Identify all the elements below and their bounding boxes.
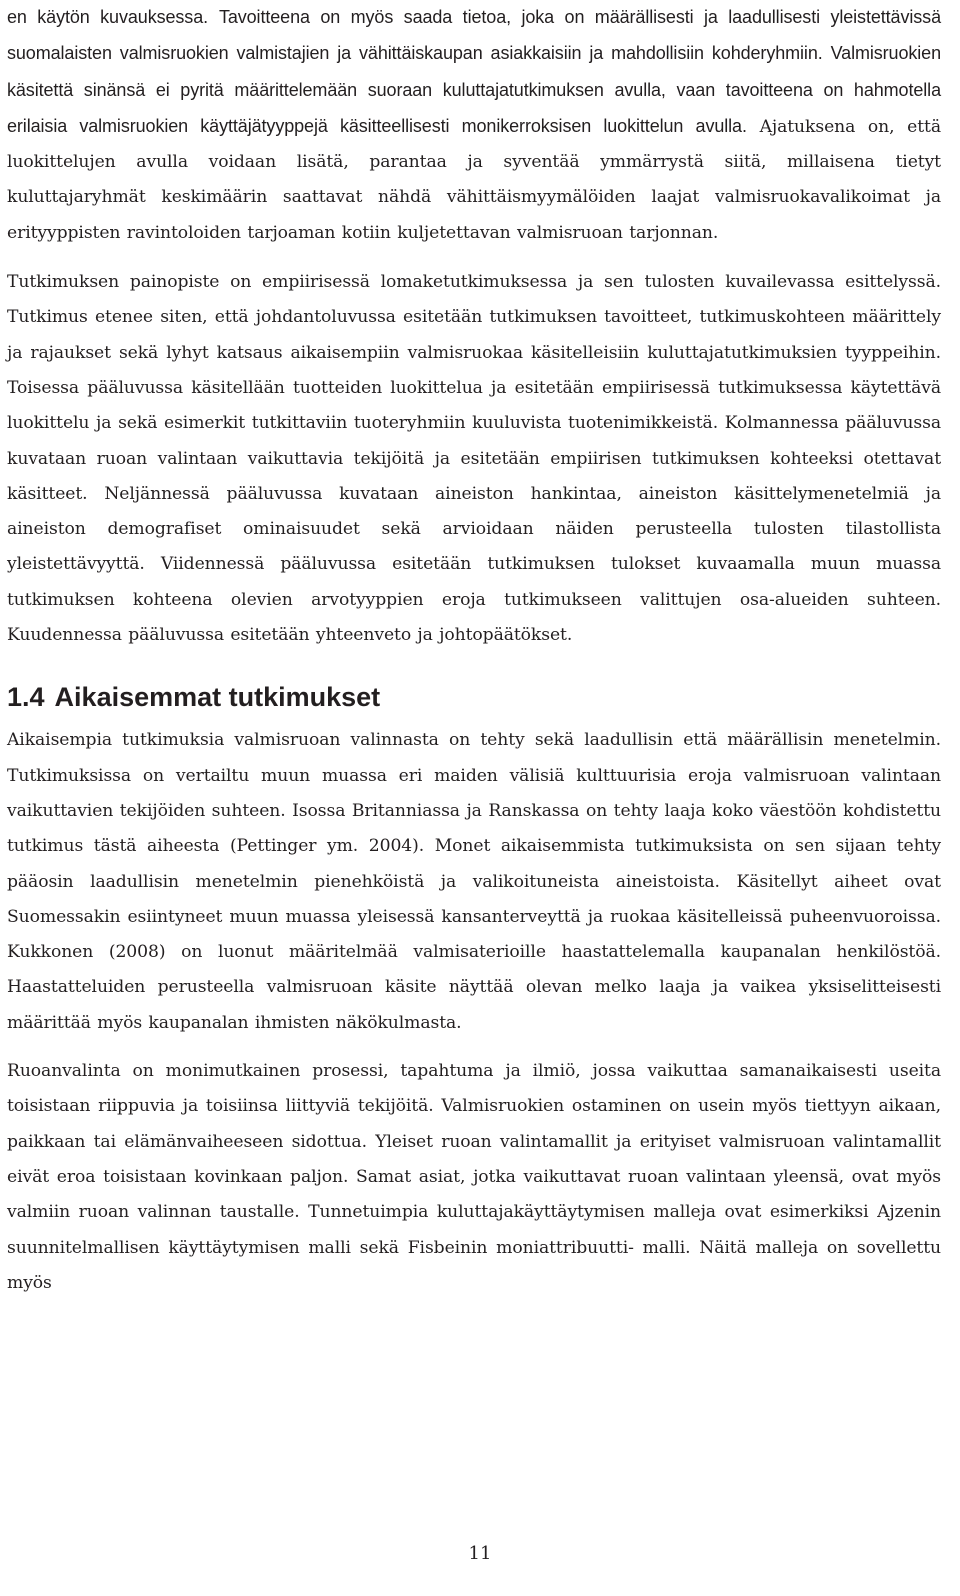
paragraph-food-choice: Ruoanvalinta on monimutkainen prosessi, tapahtuma ja ilmiö, jossa vaikuttaa samanaikaisesti useita toisistaan riippuvia ja toisiinsa liittyviä tekijöitä. Valmisruokien ostaminen on usein myös tiettyyn aikaan, paikkaan tai elämänvaiheeseen sidottua. Yleiset ruoan valintamallit ja erityiset valmisruoan valintamallit eivät eroa toisistaan kovinkaan paljon. Samat asiat, jotka vaikuttavat ruoan valintaan yleensä, ovat myös valmiin ruoan valinnan taustalle. Tunnetuimpia kuluttajakäyttäytymisen malleja ovat esimerkiksi Ajzenin suunnitelmallisen käyttäytymisen malli sekä Fisbeinin moniattribuutti- malli. Näitä malleja on sovellettu myös <box>7 1061 941 1293</box>
section-number: 1.4 <box>7 682 45 713</box>
section-title: Aikaisemmat tutkimukset <box>54 682 381 713</box>
document-page <box>7 0 941 1301</box>
section-spacer <box>7 653 941 680</box>
paragraph-intro-lead: en käytön kuvauksessa. <box>7 7 209 27</box>
paragraph-intro-objectives: Tavoitteena on myös saada tietoa, joka on määrällisesti ja laadullisesti yleistettävissä suomalaisten valmisruokien valmistajien ja vähittäiskaupan asiakkaisiin ja mahdollisiin kohderyhmiin. Valmisruokien käsitettä sinänsä ei pyritä määrittelemään suoraan kuluttajatutkimuksen avulla, vaan tavoitteena on hahmotella erilaisia valmisruokien käyttäjätyyppejä käsitteellisesti monikerroksisen luokittelun avulla. <box>7 7 941 136</box>
paragraph-spacer <box>7 1041 941 1054</box>
paragraph-previous-studies: Aikaisempia tutkimuksia valmisruoan valinnasta on tehty sekä laadullisin että määrällisin menetelmin. Tutkimuksissa on vertailtu muun muassa eri maiden välisiä kulttuurisia eroja valmisruoan valintaan vaikuttavien tekijöiden suhteen. Isossa Britanniassa ja Ranskassa on tehty laaja koko väestöön kohdistettu tutkimus tästä aiheesta (Pettinger ym. 2004). Monet aikaisemmista tutkimuksista on sen sijaan tehty pääosin laadullisin menetelmin pienehköistä ja valikoituneista aineistoista. Käsitellyt aiheet ovat Suomessakin esiintyneet muun muassa yleisessä kansanterveyttä ja ruokaa käsitelleissä puheenvuoroissa. Kukkonen (2008) on luonut määritelmää valmisaterioille haastattelemalla kaupanalan henkilöstöä. Haastatteluiden perusteella valmisruoan käsite näyttää olevan melko laaja ja vaikea yksiselitteisesti määrittää myös kaupanalan ihmisten näkökulmasta. <box>7 730 941 1033</box>
paragraph-structure: Tutkimuksen painopiste on empiirisessä lomaketutkimuksessa ja sen tulosten kuvailevassa esittelyssä. Tutkimus etenee siten, että johdantoluvussa esitetään tutkimuksen tavoitteet, tutkimuskohteen määrittely ja rajaukset sekä lyhyt katsaus aikaisempiin valmisruokaa käsitelleisiin kuluttajatutkimuksien tyyppeihin. Toisessa pääluvussa käsitellään tuotteiden luokittelua ja esitetään empiirisessä tutkimuksessa käytettävä luokittelu ja sekä esimerkit tutkittaviin tuoteryhmiin kuuluvista tuotenimikkeistä. Kolmannessa pääluvussa kuvataan ruoan valintaan vaikuttavia tekijöitä ja esitetään empiirisen tutkimuksen kohteeksi otettavat käsitteet. Neljännessä pääluvussa kuvataan aineiston hankintaa, aineiston käsittelymenetelmiä ja aineiston demografiset ominaisuudet sekä arvioidaan näiden perusteella tulosten tilastollista yleistettävyyttä. Viidennessä pääluvussa esitetään tutkimuksen tulokset kuvaamalla muun muassa tutkimuksen kohteena olevien arvotyyppien eroja tutkimukseen valittujen osa-alueiden suhteen. Kuudennessa pääluvussa esitetään yhteenveto ja johtopäätökset. <box>7 272 941 646</box>
paragraph-intro-idea: Ajatuksena on, että luokittelujen avulla voidaan lisätä, parantaa ja syventää ymmärrystä siitä, millaisena tietyt kuluttajaryhmät keskimäärin saattavat nähdä vähittäismyymälöiden laajat valmisruokavalikoimat ja erityyppisten ravintoloiden tarjoaman kotiin kuljetettavan valmisruoan tarjonnan. <box>7 116 942 243</box>
page-number: 11 <box>468 1543 492 1564</box>
paragraph-intro <box>7 0 941 251</box>
paragraph-spacer <box>7 251 941 265</box>
section-heading <box>7 680 941 723</box>
